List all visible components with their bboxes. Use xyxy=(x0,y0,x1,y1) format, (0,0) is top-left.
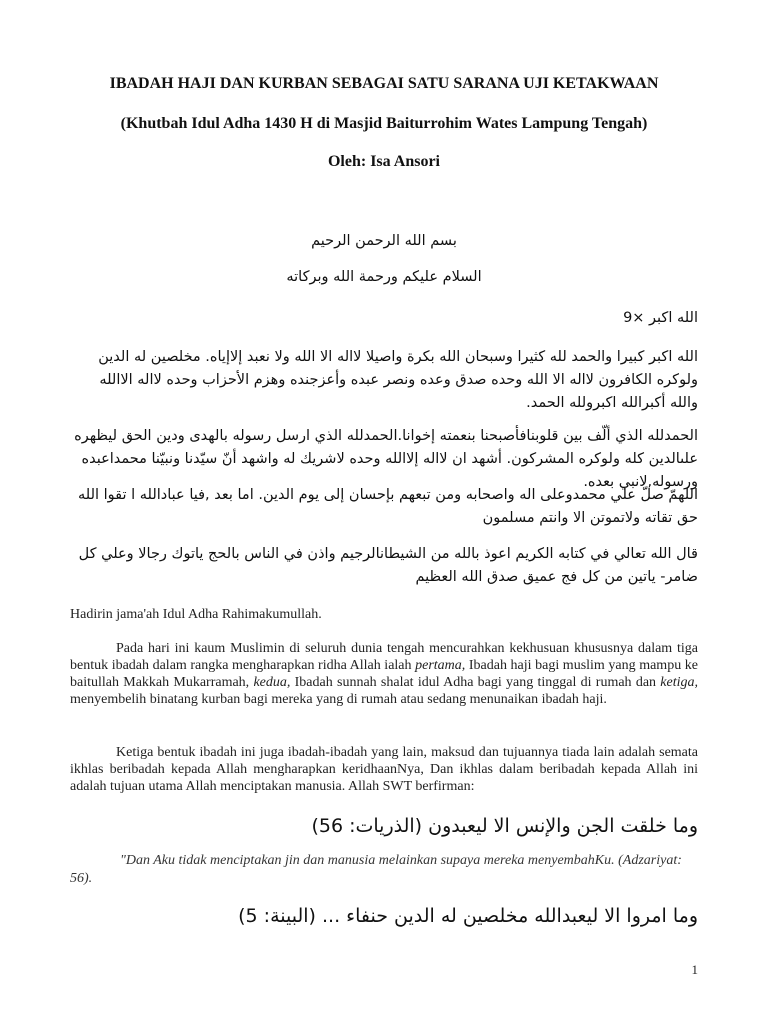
para1-emphasis-first: pertama, xyxy=(415,658,466,673)
arabic-paragraph-1: الله اكبر كبيرا والحمد لله كثيرا وسبحان الله بكرة واصيلا لااله الا الله ولا نعبد إلاإياه. مخلصين له الدين ولوكره الكافرون لااله الا الله وحده صدق وعده ونصر عبده وأعزجنده وهزم الأحزاب وحده لااله الاالله والله أكبرالله اكبرولله الحمد. xyxy=(98,349,698,411)
para1-emphasis-third: ketiga, xyxy=(660,675,699,690)
document-title: IBADAH HAJI DAN KURBAN SEBAGAI SATU SARANA UJI KETAKWAAN xyxy=(109,75,659,92)
body-paragraph-2: Ketiga bentuk ibadah ini juga ibadah-ibadah yang lain, maksud dan tujuannya tiada lain adalah semata ikhlas beribadah kepada Allah mengharapkan keridhaanNya, Dan ikhlas dalam beribadah kepada Allah ini adalah tujuan utama Allah menciptakan manusia. Allah SWT berfirman: xyxy=(70,745,698,794)
document-subtitle: (Khutbah Idul Adha 1430 H di Masjid Baiturrohim Wates Lampung Tengah) xyxy=(120,115,648,132)
salam-greeting: السلام عليكم ورحمة الله وبركاته xyxy=(286,269,482,285)
quran-verse-adzariyat: وما خلقت الجن والإنس الا ليعبدون (الذريات: 56) xyxy=(311,815,698,837)
arabic-paragraph-3: اللهمّ صلّ علي محمدوعلى اله واصحابه ومن تبعهم بإحسان إلى يوم الدين. اما بعد ,فيا عبادالله ا تقوا الله حق تقاته ولاتموتن الا وانتم مسلمون xyxy=(78,487,698,526)
para1-text-c: Ibadah sunnah shalat idul Adha bagi yang tinggal di rumah dan xyxy=(290,675,661,690)
quran-verse-bayyinah: وما امروا الا ليعبدالله مخلصين له الدين حنفاء ... (البينة: 5) xyxy=(238,905,698,927)
para1-text-a: Pada hari ini kaum Muslimin di seluruh dunia tengah mencurahkan kekhusuan khususnya dalam tiga bentuk ibadah dalam rangka mengharapkan ridha Allah ialah xyxy=(70,641,698,673)
page-number: 1 xyxy=(691,962,698,977)
body-paragraph-1 xyxy=(70,640,698,708)
arabic-paragraph-4: قال الله تعالي في كتابه الكريم اعوذ بالله من الشيطانالرجيم واذن في الناس بالحج ياتوك رجالا وعلي كل ضامر- ياتين من كل فج عميق صدق الله العظيم xyxy=(78,546,698,585)
para1-emphasis-second: kedua, xyxy=(253,675,291,690)
author-line: Oleh: Isa Ansori xyxy=(327,153,440,170)
para1-text-d: menyembelih binatang kurban bagi mereka yang di rumah atau sedang menunaikan ibadah haji. xyxy=(70,692,607,707)
takbir-line: الله اكبر ×9 xyxy=(623,310,698,326)
basmalah: بسم الله الرحمن الرحيم xyxy=(311,233,457,249)
para1-text-b: Ibadah haji bagi muslim yang mampu ke baitullah Makkah Mukarramah, xyxy=(70,658,698,690)
arabic-paragraph-2: الحمدلله الذي ألّف بين قلوبنافأصبحنا بنعمته إخوانا.الحمدلله الذي ارسل رسوله بالهدى ودين الحق ليظهره علىالدين كله ولوكره المشركون. أشهد ان لااله إلاالله وحده لاشريك له واشهد أنّ سيّدنا ونبيّنا محمداعبده ورسوله,لانبي بعده. xyxy=(74,428,698,490)
verse-translation: "Dan Aku tidak menciptakan jin dan manusia melainkan supaya mereka menyembahKu. (Adzariyat: 56). xyxy=(70,853,682,886)
greeting-line: Hadirin jama'ah Idul Adha Rahimakumullah. xyxy=(70,607,322,622)
